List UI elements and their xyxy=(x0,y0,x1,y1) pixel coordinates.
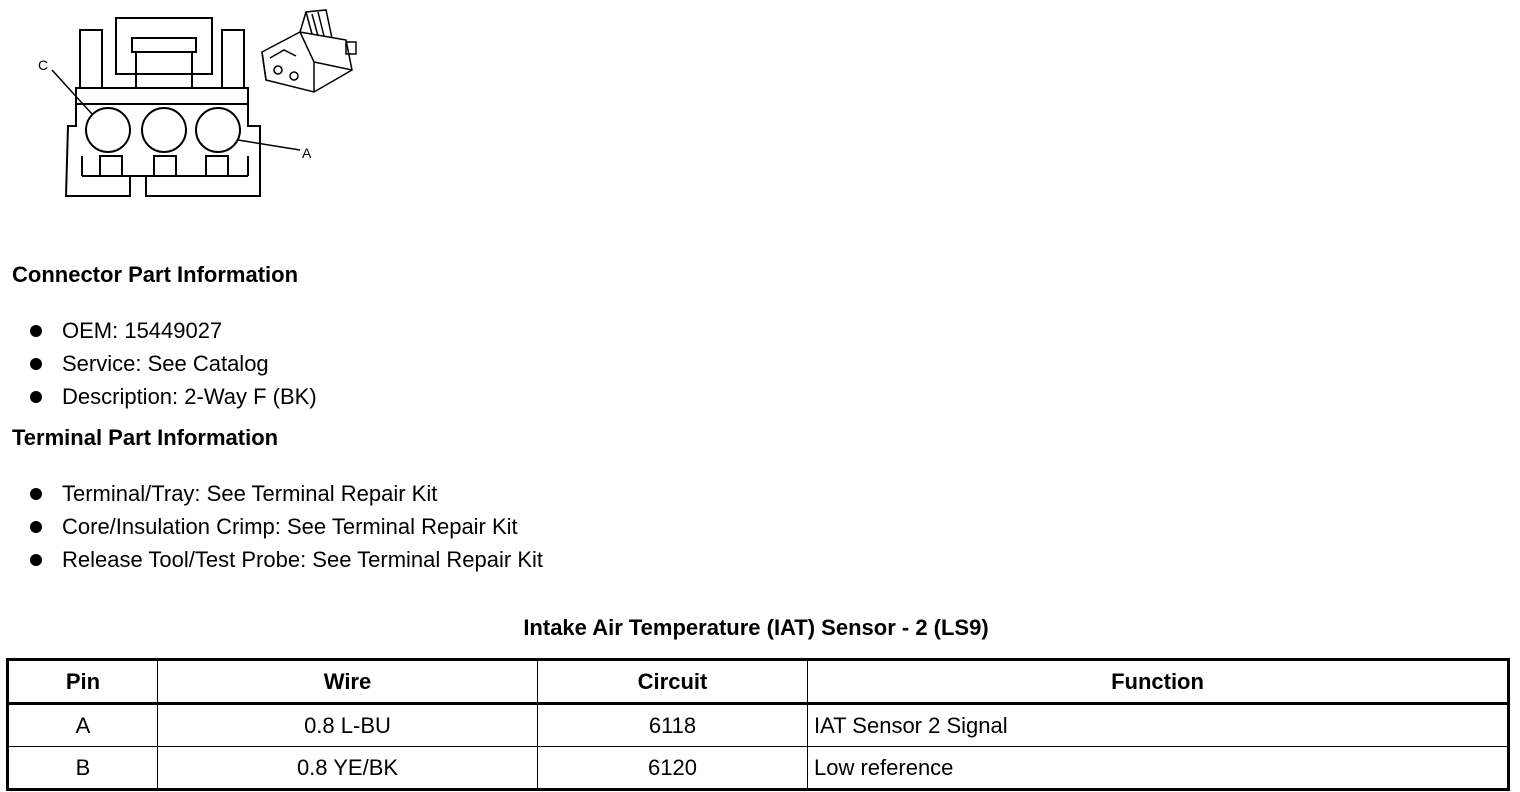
table-header-row xyxy=(8,660,1509,704)
terminal-part-list xyxy=(28,477,543,576)
list-item xyxy=(28,380,317,413)
cell-circuit: 6120 xyxy=(538,747,808,790)
bullet-icon xyxy=(30,358,42,370)
cell-function: IAT Sensor 2 Signal xyxy=(808,704,1509,747)
table-row xyxy=(8,704,1509,747)
list-item-text: Release Tool/Test Probe: See Terminal Repair Kit xyxy=(62,547,543,572)
cell-wire: 0.8 YE/BK xyxy=(158,747,538,790)
bullet-icon xyxy=(30,554,42,566)
table-row xyxy=(8,747,1509,790)
list-item-text: Terminal/Tray: See Terminal Repair Kit xyxy=(62,481,438,506)
list-item xyxy=(28,347,317,380)
connector-housing xyxy=(66,18,260,196)
cell-function: Low reference xyxy=(808,747,1509,790)
table-title: Intake Air Temperature (IAT) Sensor - 2 (LS9) xyxy=(523,615,989,640)
terminal-part-heading: Terminal Part Information xyxy=(12,425,279,450)
list-item-text: Core/Insulation Crimp: See Terminal Repair Kit xyxy=(62,514,518,539)
connector-part-heading: Connector Part Information xyxy=(12,262,299,287)
list-item-text: Description: 2-Way F (BK) xyxy=(62,384,317,409)
callout-a-label: A xyxy=(302,145,312,161)
header-circuit: Circuit xyxy=(538,660,808,704)
list-item-text: Service: See Catalog xyxy=(62,351,269,376)
cell-pin: B xyxy=(8,747,158,790)
cell-circuit: 6118 xyxy=(538,704,808,747)
callout-leaders xyxy=(52,70,300,150)
cell-pin: A xyxy=(8,704,158,747)
bullet-icon xyxy=(30,391,42,403)
cavity-b xyxy=(142,108,186,152)
connector-isometric-view xyxy=(262,10,356,92)
header-wire: Wire xyxy=(158,660,538,704)
cavity-group xyxy=(86,108,240,152)
list-item-text: OEM: 15449027 xyxy=(62,318,223,343)
bullet-icon xyxy=(30,488,42,500)
header-function: Function xyxy=(808,660,1509,704)
list-item xyxy=(28,314,317,347)
header-pin: Pin xyxy=(8,660,158,704)
cavity-c xyxy=(86,108,130,152)
connector-part-list xyxy=(28,314,317,413)
cell-wire: 0.8 L-BU xyxy=(158,704,538,747)
list-item xyxy=(28,543,543,576)
callout-c-label: C xyxy=(38,57,49,73)
pinout-table xyxy=(6,658,1510,791)
bullet-icon xyxy=(30,521,42,533)
bullet-icon xyxy=(30,325,42,337)
list-item xyxy=(28,510,543,543)
list-item xyxy=(28,477,543,510)
connector-face-diagram xyxy=(0,0,380,210)
cavity-a xyxy=(196,108,240,152)
